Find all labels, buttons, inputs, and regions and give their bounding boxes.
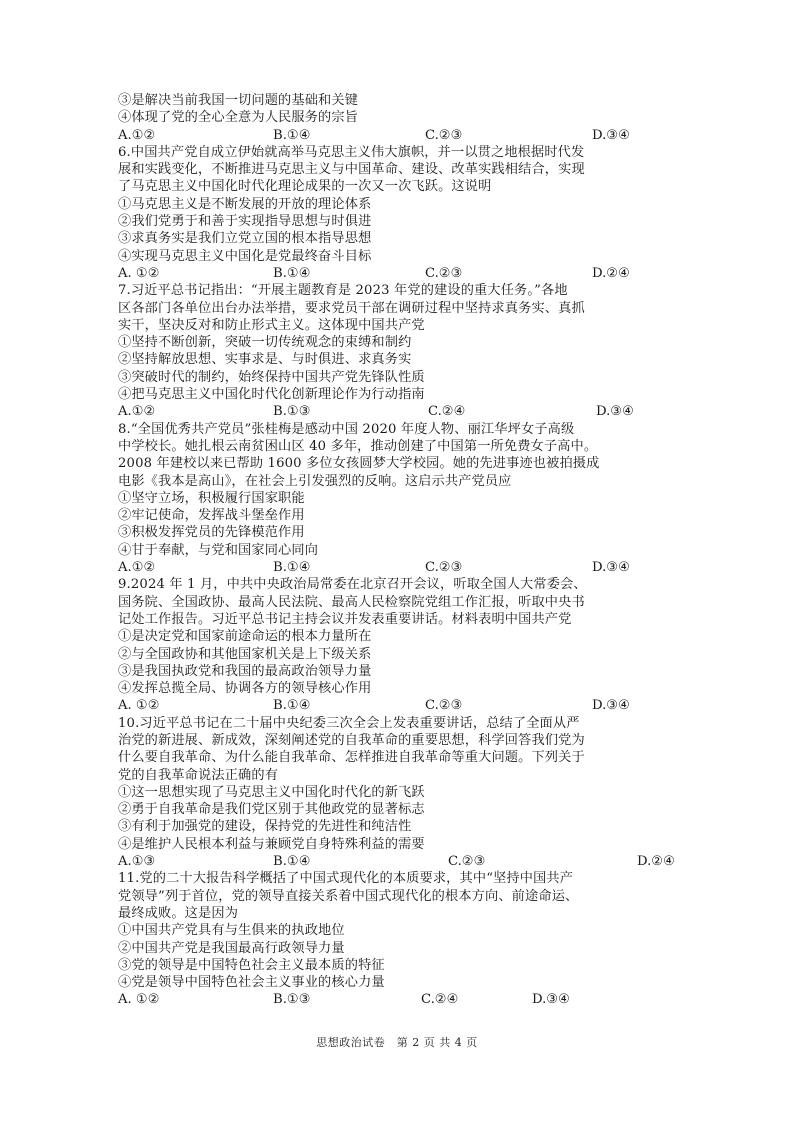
answer-option[interactable]: C.②③ bbox=[425, 698, 463, 714]
question-line: ③求真务实是我们立党立国的根本指导思想 bbox=[118, 231, 372, 247]
question-line: 7.习近平总书记指出：“开展主题教育是 2023 年党的建设的重大任务。”各地 bbox=[118, 283, 568, 299]
question-block bbox=[118, 92, 678, 144]
answer-option[interactable]: B.①④ bbox=[273, 698, 311, 714]
answer-option[interactable]: C.②③ bbox=[425, 127, 463, 143]
question-line: 8.“全国优秀共产党员”张桂梅是感动中国 2020 年度人物、丽江华坪女子高级 bbox=[118, 421, 575, 437]
answer-option[interactable]: D.③④ bbox=[532, 992, 570, 1008]
question-line: ④是维护人民根本利益与兼顾党自身特殊利益的需要 bbox=[118, 836, 425, 852]
answer-options bbox=[118, 265, 678, 282]
question-block bbox=[118, 870, 678, 1008]
question-line: ③党的领导是中国特色社会主义最本质的特征 bbox=[118, 957, 385, 973]
question-line: 最终成败。这是因为 bbox=[118, 905, 239, 921]
question-line: 中学校长。她扎根云南贫困山区 40 多年，推动创建了中国第一所免费女子高中。 bbox=[118, 438, 598, 454]
answer-option[interactable]: D.②④ bbox=[592, 265, 630, 281]
question-line: 实干，坚决反对和防止形式主义。这体现中国共产党 bbox=[118, 317, 425, 333]
answer-option[interactable]: B.①④ bbox=[273, 560, 311, 576]
answer-options bbox=[118, 991, 678, 1008]
question-block bbox=[118, 715, 678, 871]
answer-options bbox=[118, 697, 678, 714]
question-line: ①这一思想实现了马克思主义中国化时代化的新飞跃 bbox=[118, 784, 425, 800]
answer-options bbox=[118, 853, 678, 870]
question-line: ①是决定党和国家前途命运的根本力量所在 bbox=[118, 629, 372, 645]
answer-option[interactable]: B.①④ bbox=[273, 854, 311, 870]
question-line: 展和实践变化，不断推进马克思主义与中国革命、建设、改革实践相结合，实现 bbox=[118, 162, 585, 178]
answer-option[interactable]: D.③④ bbox=[596, 404, 634, 420]
answer-option[interactable]: D.③④ bbox=[592, 127, 630, 143]
question-line: 什么要自我革命、为什么能自我革命、怎样推进自我革命等重大问题。下列关于 bbox=[118, 750, 585, 766]
answer-option[interactable]: A. ①② bbox=[118, 265, 160, 281]
question-line: ①坚持不断创新，突破一切传统观念的束缚和制约 bbox=[118, 335, 412, 351]
answer-option[interactable]: C.②④ bbox=[421, 992, 459, 1008]
question-line: ②我们党勇于和善于实现指导思想与时俱进 bbox=[118, 214, 372, 230]
question-block bbox=[118, 144, 678, 282]
answer-option[interactable]: A.①② bbox=[118, 404, 156, 420]
answer-option[interactable]: C.②③ bbox=[425, 560, 463, 576]
question-line: ②坚持解放思想、实事求是、与时俱进、求真务实 bbox=[118, 352, 412, 368]
question-line: ④党是领导中国特色社会主义事业的核心力量 bbox=[118, 975, 385, 991]
answer-option[interactable]: A. ①② bbox=[118, 992, 160, 1008]
question-line: 国务院、全国政协、最高人民法院、最高人民检察院党组工作汇报，听取中央书 bbox=[118, 594, 585, 610]
question-block bbox=[118, 576, 678, 714]
question-line: 9.2024 年 1 月，中共中央政治局常委在北京召开会议，听取全国人大常委会、 bbox=[118, 577, 587, 593]
question-line: ①坚守立场，积极履行国家职能 bbox=[118, 490, 305, 506]
answer-option[interactable]: C.②③ bbox=[425, 265, 463, 281]
question-line: ①马克思主义是不断发展的开放的理论体系 bbox=[118, 196, 372, 212]
question-line: 记处工作报告。习近平总书记主持会议并发表重要讲话。材料表明中国共产党 bbox=[118, 611, 572, 627]
question-line: ④发挥总揽全局、协调各方的领导核心作用 bbox=[118, 681, 372, 697]
question-line: ①中国共产党具有与生俱来的执政地位 bbox=[118, 923, 345, 939]
answer-option[interactable]: B.①④ bbox=[273, 127, 311, 143]
answer-option[interactable]: A.①③ bbox=[118, 854, 156, 870]
answer-option[interactable]: B.①③ bbox=[273, 992, 311, 1008]
question-line: ④把马克思主义中国化时代化创新理论作为行动指南 bbox=[118, 387, 425, 403]
question-block bbox=[118, 421, 678, 577]
answer-options bbox=[118, 559, 678, 576]
page-footer: 思想政治试卷 第 2 页 共 4 页 bbox=[316, 1036, 478, 1049]
answer-option[interactable]: D.③④ bbox=[592, 698, 630, 714]
answer-option[interactable]: A. ①② bbox=[118, 698, 160, 714]
question-line: ④甘于奉献，与党和国家同心同向 bbox=[118, 542, 319, 558]
exam-page-body bbox=[118, 92, 678, 1009]
question-line: 10.习近平总书记在二十届中央纪委三次全会上发表重要讲话，总结了全面从严 bbox=[118, 715, 580, 731]
question-line: 11.党的二十大报告科学概括了中国式现代化的本质要求，其中“坚持中国共产 bbox=[118, 871, 574, 887]
answer-option[interactable]: B.①③ bbox=[273, 404, 311, 420]
answer-option[interactable]: C.②④ bbox=[428, 404, 466, 420]
question-line: 了马克思主义中国化时代化理论成果的一次又一次飞跃。这说明 bbox=[118, 179, 492, 195]
answer-options bbox=[118, 127, 678, 144]
answer-options bbox=[118, 403, 678, 420]
question-line: 区各部门各单位出台办法举措，要求党员干部在调研过程中坚持求真务实、真抓 bbox=[118, 300, 585, 316]
question-line: ③是我国执政党和我国的最高政治领导力量 bbox=[118, 663, 372, 679]
question-line: ③是解决当前我国一切问题的基础和关键 bbox=[118, 93, 359, 108]
question-line: ②勇于自我革命是我们党区别于其他政党的显著标志 bbox=[118, 802, 425, 818]
answer-option[interactable]: D.③④ bbox=[592, 560, 630, 576]
answer-option[interactable]: A.①② bbox=[118, 560, 156, 576]
answer-option[interactable]: D.②④ bbox=[637, 854, 675, 870]
question-line: 党的自我革命说法正确的有 bbox=[118, 767, 279, 783]
answer-option[interactable]: B.①④ bbox=[273, 265, 311, 281]
question-line: 治党的新进展、新成效，深刻阐述党的自我革命的重要思想，科学回答我们党为 bbox=[118, 732, 585, 748]
question-line: ②中国共产党是我国最高行政领导力量 bbox=[118, 940, 345, 956]
question-block bbox=[118, 282, 678, 420]
question-line: ③突破时代的制约，始终保持中国共产党先锋队性质 bbox=[118, 369, 425, 385]
question-line: ④实现马克思主义中国化是党最终奋斗目标 bbox=[118, 248, 372, 264]
question-line: 2008 年建校以来已帮助 1600 多位女孩圆梦大学校园。她的先进事迹也被拍摄成 bbox=[118, 456, 600, 472]
answer-option[interactable]: C.②③ bbox=[448, 854, 486, 870]
question-line: 6.中国共产党自成立伊始就高举马克思主义伟大旗帜，并一以贯之地根据时代发 bbox=[118, 144, 585, 160]
answer-option[interactable]: A.①② bbox=[118, 127, 156, 143]
question-line: ②牢记使命，发挥战斗堡垒作用 bbox=[118, 508, 305, 524]
question-line: ③有利于加强党的建设，保持党的先进性和纯洁性 bbox=[118, 819, 412, 835]
question-line: 党领导”列于首位，党的领导直接关系着中国式现代化的根本方向、前途命运、 bbox=[118, 888, 579, 904]
question-line: ④体现了党的全心全意为人民服务的宗旨 bbox=[118, 110, 359, 126]
question-line: 电影《我本是高山》，在社会上引发强烈的反响。这启示共产党员应 bbox=[118, 473, 512, 489]
question-line: ②与全国政协和其他国家机关是上下级关系 bbox=[118, 646, 372, 662]
question-line: ③积极发挥党员的先锋模范作用 bbox=[118, 525, 305, 541]
